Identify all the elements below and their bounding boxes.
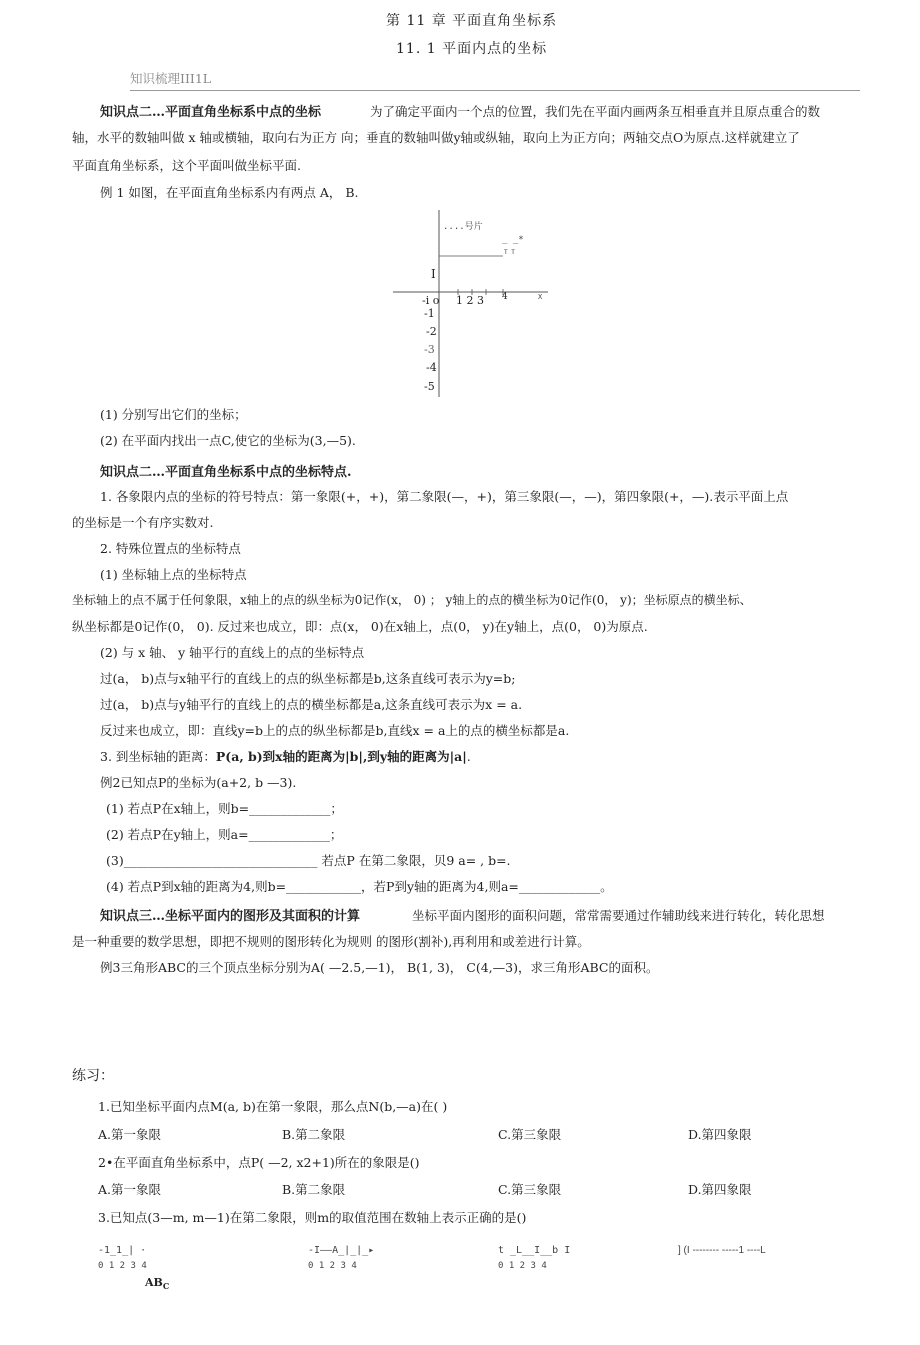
example2-q2: (2) 若点P在y轴上，则a=_____________； bbox=[106, 827, 343, 842]
kp2-p9-prefix: 3. 到坐标轴的距离： bbox=[100, 749, 216, 764]
fig-label-i: I bbox=[431, 267, 436, 281]
kp2-p7: 过(a， b)点与y轴平行的直线上的点的横坐标都是a,这条直线可表示为x = a. bbox=[100, 697, 523, 712]
practice-q2-opt-d: D.第四象限 bbox=[688, 1182, 752, 1197]
kp1-text3: 平面直角坐标系，这个平面叫做坐标平面. bbox=[72, 158, 301, 173]
kp1-text2: 轴，水平的数轴叫做 x 轴或横轴，取向右为正方 向；垂直的数轴叫做y轴或纵轴，取向上为正方向；两轴交点O为原点.这样就建立了 bbox=[72, 130, 800, 145]
abc-label bbox=[145, 1276, 169, 1291]
kp2-p4a: 坐标轴上的点不属于任何象限，x轴上的点的纵坐标为0记作(x， 0) ； y轴上的点的横坐标为0记作(0， y)；坐标原点的横坐标、 bbox=[72, 593, 752, 607]
fig-y-m2: -2 bbox=[426, 325, 437, 338]
fig-label-top: ....号片 bbox=[443, 222, 483, 232]
fig-origin: -i o bbox=[422, 294, 440, 307]
practice-q2: 2•在平面直角坐标系中，点P( —2, x2+1)所在的象限是() bbox=[98, 1155, 420, 1170]
kp2-p8: 反过来也成立，即：直线y=b上的点的纵坐标都是b,直线x = a上的点的横坐标都是a. bbox=[100, 723, 570, 738]
example2: 例2已知点P的坐标为(a+2, b —3). bbox=[100, 775, 297, 790]
kp2-p1b: 的坐标是一个有序实数对. bbox=[72, 515, 214, 530]
review-heading: 知识梳理III1L bbox=[130, 71, 212, 86]
header-divider bbox=[130, 90, 860, 91]
fig-y-m5: -5 bbox=[424, 380, 435, 393]
numberline-d: ] (I -------- -----1 ----L bbox=[678, 1245, 766, 1256]
numberline-c: t _L__I__b I bbox=[498, 1245, 571, 1256]
fig-label-tt: T T bbox=[504, 249, 515, 256]
practice-q1-opt-a: A.第一象限 bbox=[98, 1127, 162, 1142]
section-title: 11. 1 平面内点的坐标 bbox=[396, 41, 548, 57]
kp2-p3: (1) 坐标轴上点的坐标特点 bbox=[100, 567, 247, 582]
practice-q1: 1.已知坐标平面内点M(a, b)在第一象限，那么点N(b,—a)在( ) bbox=[98, 1099, 448, 1114]
example2-q4: (4) 若点P到x轴的距离为4,则b=____________，若P到y轴的距离为4,则a=_____________。 bbox=[106, 879, 613, 894]
kp2-p9-bold: P(a, b)到x轴的距离为|b|,到y轴的距离为|a| bbox=[215, 749, 467, 764]
numberline-b-ticks: 0 1 2 3 4 bbox=[308, 1261, 357, 1271]
practice-q2-opt-b: B.第二象限 bbox=[282, 1182, 346, 1197]
numberline-b: -I——A_|_|_▸ bbox=[308, 1245, 375, 1256]
kp2-p6: 过(a， b)点与x轴平行的直线上的点的纵坐标都是b,这条直线可表示为y=b; bbox=[100, 671, 516, 686]
practice-q2-opt-a: A.第一象限 bbox=[98, 1182, 162, 1197]
practice-title: 练习： bbox=[72, 1068, 114, 1084]
coordinate-figure bbox=[388, 205, 558, 400]
kp1-q1: (1) 分别写出它们的坐标； bbox=[100, 407, 247, 422]
practice-q1-opt-b: B.第二象限 bbox=[282, 1127, 346, 1142]
fig-y-m3: -3 bbox=[424, 343, 435, 356]
example2-q3: (3)_______________________________ 若点P 在第二象限，贝9 a= , b=. bbox=[106, 853, 511, 868]
kp3-title: 知识点三…坐标平面内的图形及其面积的计算 bbox=[100, 909, 361, 924]
kp1-example: 例 1 如图，在平面直角坐标系内有两点 A， B. bbox=[100, 185, 359, 200]
practice-q1-opt-c: C.第三象限 bbox=[498, 1127, 562, 1142]
kp1-text1: 为了确定平面内一个点的位置，我们先在平面内画两条互相垂直并且原点重合的数 bbox=[370, 104, 821, 119]
numberline-c-ticks: 0 1 2 3 4 bbox=[498, 1261, 547, 1271]
fig-y-m4: -4 bbox=[426, 361, 437, 374]
kp3-text1: 坐标平面内图形的面积问题，常常需要通过作辅助线来进行转化，转化思想 bbox=[412, 908, 825, 923]
kp2-p1a: 1. 各象限内点的坐标的符号特点：第一象限(+，+)，第二象限(—，+)，第三象限(—，—)，第四象限(+，—).表示平面上点 bbox=[100, 489, 789, 504]
numberline-a: -1_1_| · bbox=[98, 1245, 147, 1256]
practice-q2-opt-c: C.第三象限 bbox=[498, 1182, 562, 1197]
kp2-p2: 2. 特殊位置点的坐标特点 bbox=[100, 541, 241, 556]
kp3-text2: 是一种重要的数学思想，即把不规则的图形转化为规则 的图形(割补),再利用和或差进行计算。 bbox=[72, 934, 590, 949]
kp1-title: 知识点二…平面直角坐标系中点的坐标 bbox=[100, 105, 322, 120]
fig-x-axis-label: X bbox=[538, 293, 543, 301]
example3: 例3三角形ABC的三个顶点坐标分别为A( —2.5,—1)， B(1, 3)， C(4,—3)，求三角形ABC的面积。 bbox=[100, 960, 659, 975]
example2-q1: (1) 若点P在x轴上，则b=_____________； bbox=[106, 801, 343, 816]
kp2-p5: (2) 与 x 轴、 y 轴平行的直线上的点的坐标特点 bbox=[100, 645, 365, 660]
practice-q1-opt-d: D.第四象限 bbox=[688, 1127, 752, 1142]
abc-label-sub: C bbox=[162, 1281, 170, 1292]
fig-x-four: 4 bbox=[502, 292, 508, 302]
abc-label-main: AB bbox=[145, 1276, 163, 1289]
fig-y-m1: -1 bbox=[424, 307, 435, 320]
numberline-a-ticks: 0 1 2 3 4 bbox=[98, 1261, 147, 1271]
kp2-p9-suffix: . bbox=[466, 749, 471, 764]
kp2-title: 知识点二…平面直角坐标系中点的坐标特点. bbox=[100, 465, 352, 480]
kp1-q2: (2) 在平面内找出一点C,使它的坐标为(3,—5). bbox=[100, 433, 356, 448]
fig-label-star: _ _* bbox=[502, 235, 524, 245]
fig-x-ticks: 1 2 3 bbox=[456, 294, 484, 307]
chapter-title: 第 11 章 平面直角坐标系 bbox=[386, 13, 558, 29]
kp2-p4b: 纵坐标都是0记作(0， 0). 反过来也成立，即：点(x， 0)在x轴上，点(0， y)在y轴上，点(0， 0)为原点. bbox=[72, 619, 648, 634]
kp2-p9 bbox=[100, 747, 471, 765]
practice-q3: 3.已知点(3—m, m—1)在第二象限，则m的取值范围在数轴上表示正确的是() bbox=[98, 1210, 527, 1225]
